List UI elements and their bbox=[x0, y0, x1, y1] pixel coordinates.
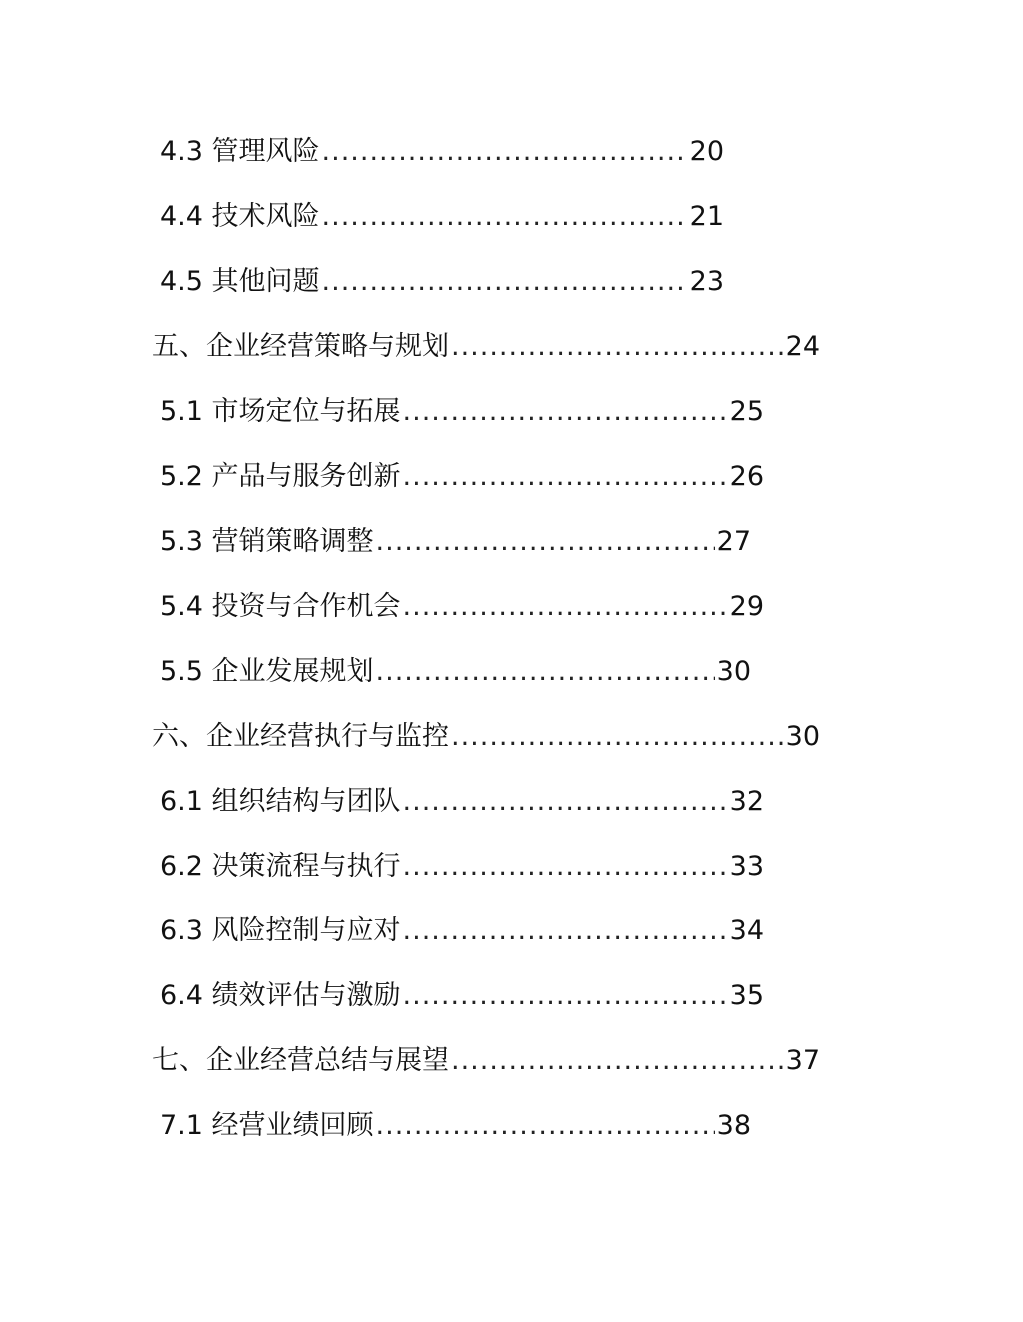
toc-entry-page: 37 bbox=[785, 1045, 820, 1076]
toc-entry-5-4[interactable] bbox=[160, 587, 764, 627]
toc-entry-label: 5.5 企业发展规划 bbox=[160, 656, 374, 687]
dot-leader bbox=[403, 457, 728, 497]
toc-entry-label: 6.4 绩效评估与激励 bbox=[160, 980, 401, 1011]
dot-leader bbox=[451, 717, 784, 757]
toc-chapter-7[interactable] bbox=[152, 1041, 820, 1081]
toc-entry-6-4[interactable] bbox=[160, 976, 764, 1016]
dot-leader bbox=[376, 1106, 715, 1146]
toc-entry-page: 23 bbox=[689, 266, 724, 297]
toc-entry-label: 5.3 营销策略调整 bbox=[160, 526, 374, 557]
toc-entry-4-4[interactable] bbox=[160, 197, 724, 237]
toc-entry-label: 6.2 决策流程与执行 bbox=[160, 851, 401, 882]
toc-entry-label: 4.4 技术风险 bbox=[160, 201, 320, 232]
dot-leader bbox=[451, 327, 784, 367]
toc-entry-6-2[interactable] bbox=[160, 847, 764, 887]
dot-leader bbox=[403, 782, 728, 822]
toc-entry-page: 33 bbox=[729, 851, 764, 882]
toc-entry-label: 五、企业经营策略与规划 bbox=[152, 331, 449, 362]
toc-entry-page: 38 bbox=[716, 1110, 751, 1141]
dot-leader bbox=[451, 1041, 784, 1081]
toc-entry-label: 六、企业经营执行与监控 bbox=[152, 721, 449, 752]
toc-entry-page: 30 bbox=[785, 721, 820, 752]
toc-entry-page: 32 bbox=[729, 786, 764, 817]
toc-entry-label: 6.1 组织结构与团队 bbox=[160, 786, 401, 817]
toc-entry-page: 25 bbox=[729, 396, 764, 427]
toc-entry-4-3[interactable] bbox=[160, 132, 724, 172]
toc-entry-5-5[interactable] bbox=[160, 652, 751, 692]
toc-entry-page: 26 bbox=[729, 461, 764, 492]
toc-entry-5-3[interactable] bbox=[160, 522, 751, 562]
toc-entry-page: 35 bbox=[729, 980, 764, 1011]
toc-entry-7-1[interactable] bbox=[160, 1106, 751, 1146]
toc-entry-5-2[interactable] bbox=[160, 457, 764, 497]
toc-entry-page: 27 bbox=[716, 526, 751, 557]
toc-entry-page: 34 bbox=[729, 915, 764, 946]
dot-leader bbox=[403, 847, 728, 887]
toc-chapter-5[interactable] bbox=[152, 327, 820, 367]
toc-entry-label: 5.1 市场定位与拓展 bbox=[160, 396, 401, 427]
toc-entry-label: 7.1 经营业绩回顾 bbox=[160, 1110, 374, 1141]
dot-leader bbox=[403, 392, 728, 432]
dot-leader bbox=[403, 911, 728, 951]
toc-entry-label: 5.4 投资与合作机会 bbox=[160, 591, 401, 622]
dot-leader bbox=[376, 522, 715, 562]
toc-entry-6-1[interactable] bbox=[160, 782, 764, 822]
toc-entry-5-1[interactable] bbox=[160, 392, 764, 432]
toc-entry-page: 29 bbox=[729, 591, 764, 622]
toc-chapter-6[interactable] bbox=[152, 717, 820, 757]
toc-entry-page: 21 bbox=[689, 201, 724, 232]
toc-entry-label: 七、企业经营总结与展望 bbox=[152, 1045, 449, 1076]
dot-leader bbox=[322, 132, 688, 172]
dot-leader bbox=[376, 652, 715, 692]
toc-entry-page: 20 bbox=[689, 136, 724, 167]
toc-entry-label: 4.3 管理风险 bbox=[160, 136, 320, 167]
toc-entry-6-3[interactable] bbox=[160, 911, 764, 951]
toc-entry-label: 4.5 其他问题 bbox=[160, 266, 320, 297]
dot-leader bbox=[322, 262, 688, 302]
toc-entry-page: 24 bbox=[785, 331, 820, 362]
dot-leader bbox=[322, 197, 688, 237]
toc-entry-4-5[interactable] bbox=[160, 262, 724, 302]
toc-entry-page: 30 bbox=[716, 656, 751, 687]
toc-entry-label: 5.2 产品与服务创新 bbox=[160, 461, 401, 492]
dot-leader bbox=[403, 976, 728, 1016]
dot-leader bbox=[403, 587, 728, 627]
toc-entry-label: 6.3 风险控制与应对 bbox=[160, 915, 401, 946]
